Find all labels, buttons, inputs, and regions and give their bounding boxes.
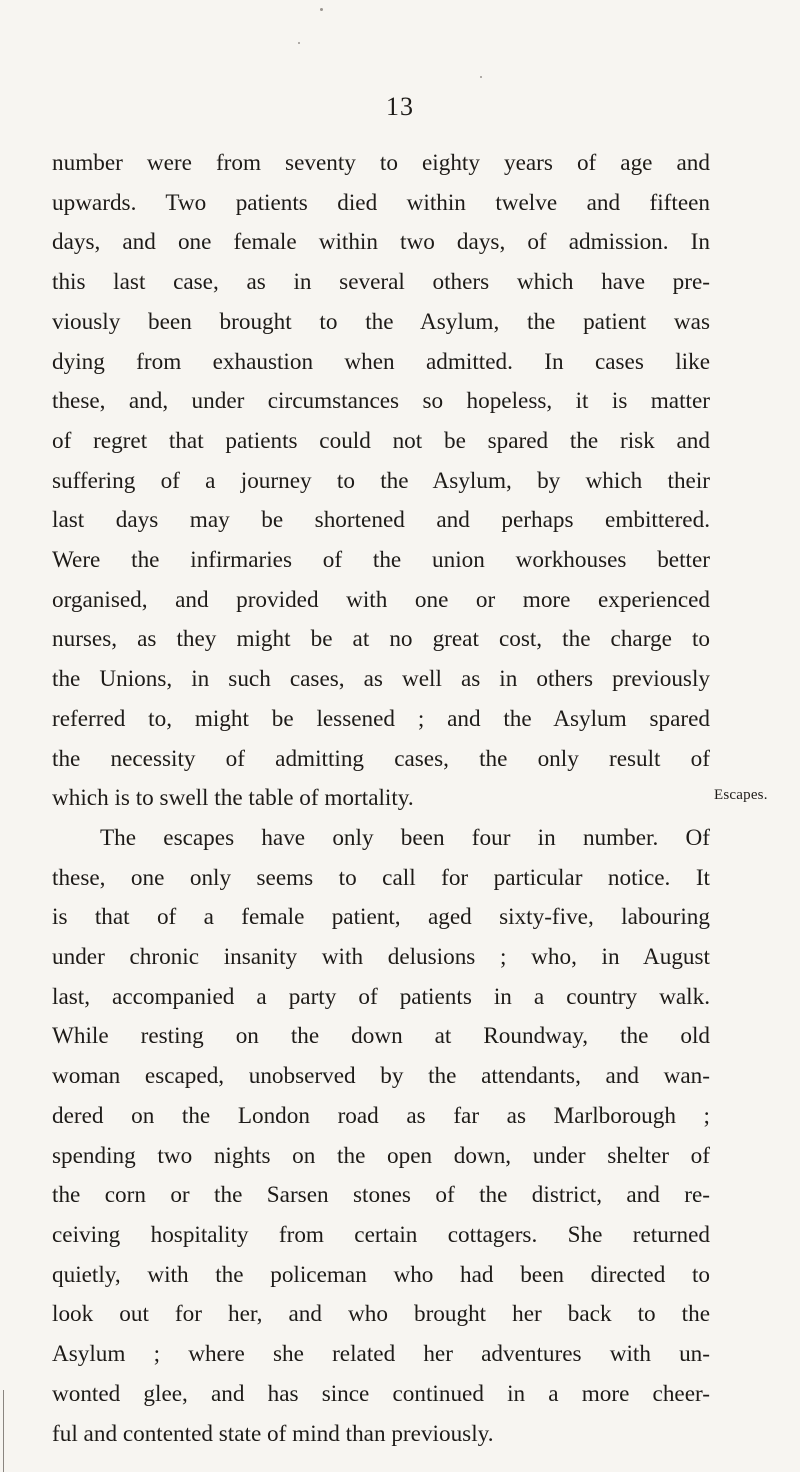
paper-speck [298,42,300,44]
text-line: upwards. Two patients died within twelve and fifteen [52,189,710,216]
text-line: wonted glee, and has since continued in a more cheer- [52,1380,710,1407]
text-line: quietly, with the policeman who had been directed to [52,1261,710,1288]
text-line: is that of a female patient, aged sixty-five, labouring [52,904,710,931]
body-text [52,144,710,1454]
text-line: viously been brought to the Asylum, the patient was [52,308,710,335]
text-line: look out for her, and who brought her back to the [52,1301,710,1328]
text-line: days, and one female within two days, of admission. In [52,229,710,256]
text-line: Asylum ; where she related her adventures with un- [52,1341,710,1368]
text-line: ful and contented state of mind than previously. [52,1420,494,1447]
text-line: last days may be shortened and perhaps embittered. [52,507,710,534]
text-line: these, and, under circumstances so hopeless, it is matter [52,388,710,415]
text-line: referred to, might be lessened ; and the Asylum spared [52,705,710,732]
text-line: of regret that patients could not be spared the risk and [52,427,710,454]
text-line: dying from exhaustion when admitted. In cases like [52,348,710,375]
text-line: While resting on the down at Roundway, the old [52,1023,710,1050]
text-line: woman escaped, unobserved by the attendants, and wan- [52,1063,710,1090]
text-line: these, one only seems to call for particular notice. It [52,864,710,891]
binding-edge [3,1390,4,1472]
text-line: Were the infirmaries of the union workhouses better [52,547,710,574]
text-line: this last case, as in several others which have pre- [52,269,710,296]
text-line: spending two nights on the open down, under shelter of [52,1142,710,1169]
text-line: the necessity of admitting cases, the only result of [52,745,710,772]
page-number: 13 [386,92,414,121]
text-line: last, accompanied a party of patients in a country walk. [52,983,710,1010]
text-line: dered on the London road as far as Marlborough ; [52,1102,710,1129]
text-line: the Unions, in such cases, as well as in others previously [52,666,710,693]
text-line: which is to swell the table of mortality. [52,785,414,812]
paper-speck [320,8,323,11]
text-line: suffering of a journey to the Asylum, by which their [52,467,710,494]
text-line: nurses, as they might be at no great cost, the charge to [52,626,710,653]
text-line: organised, and provided with one or more experienced [52,586,710,613]
text-line: number were from seventy to eighty years of age and [52,150,710,176]
text-line: ceiving hospitality from certain cottagers. She returned [52,1221,710,1248]
text-line: under chronic insanity with delusions ; who, in August [52,944,710,971]
paper-speck [480,76,482,78]
margin-note: Escapes. [714,787,768,803]
text-line: the corn or the Sarsen stones of the district, and re- [52,1182,710,1209]
text-line: The escapes have only been four in number. Of [100,824,710,851]
